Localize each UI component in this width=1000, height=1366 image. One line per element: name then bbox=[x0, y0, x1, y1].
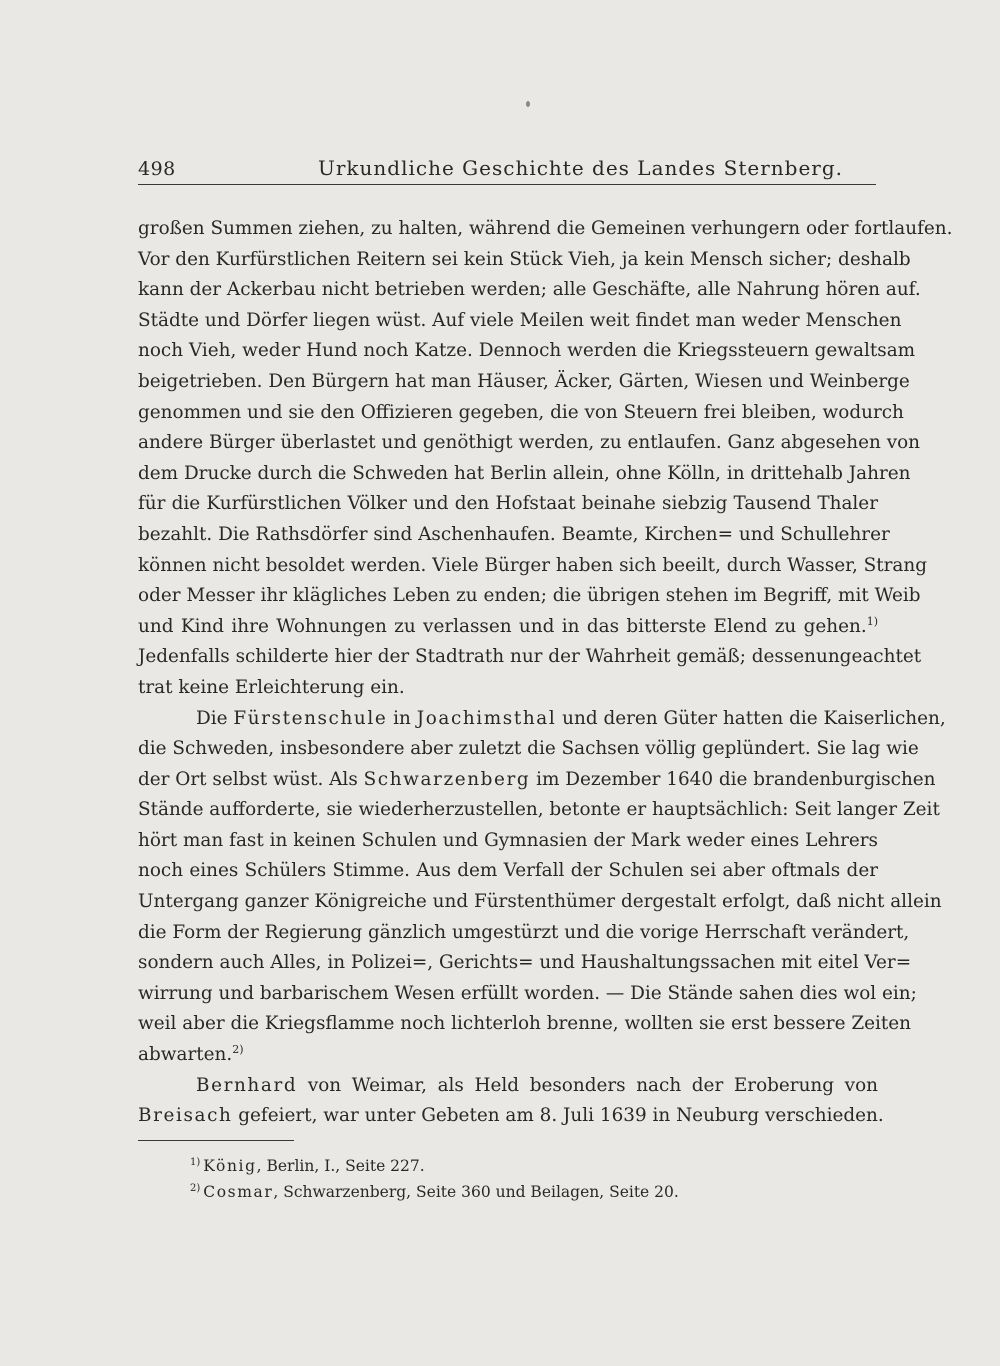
text-line: trat keine Erleichterung ein. bbox=[138, 676, 405, 698]
page-header bbox=[138, 156, 876, 185]
text-segment: abwarten. bbox=[138, 1044, 233, 1066]
text-line-with-note bbox=[138, 1040, 878, 1071]
text-line: genommen und sie den Offizieren gegeben, die von Steuern frei bleiben, wodurch bbox=[138, 401, 904, 423]
text-segment: Die bbox=[196, 707, 234, 729]
text-segment: in bbox=[387, 707, 417, 729]
paragraph-1 bbox=[138, 214, 953, 704]
footnote-marker: 1) bbox=[190, 1157, 201, 1168]
footnote-text: , Schwarzenberg, Seite 360 und Beilagen, Seite 20. bbox=[273, 1183, 679, 1201]
text-line: noch eines Schülers Stimme. Aus dem Verfall der Schulen sei aber oftmals der bbox=[138, 860, 878, 882]
body-text bbox=[138, 214, 953, 1132]
footnote-2 bbox=[190, 1176, 790, 1202]
footnote-text: , Berlin, I., Seite 227. bbox=[256, 1157, 425, 1175]
text-line-with-note bbox=[138, 612, 878, 643]
text-line-with-names bbox=[138, 1071, 878, 1102]
text-line: Vor den Kurfürstlichen Reitern sei kein Stück Vieh, ja kein Mensch sicher; deshalb bbox=[138, 248, 911, 270]
text-line-with-names bbox=[138, 1101, 884, 1132]
footnote-1 bbox=[190, 1150, 790, 1176]
text-line: Stände aufforderte, sie wiederherzustellen, betonte er hauptsächlich: Seit langer Zeit bbox=[138, 799, 940, 821]
page-number: 498 bbox=[138, 158, 176, 180]
running-title: Urkundliche Geschichte des Landes Sternberg. bbox=[318, 156, 844, 180]
footnote-author: Cosmar bbox=[203, 1183, 274, 1201]
text-segment: im Dezember 1640 die brandenburgischen bbox=[530, 768, 936, 790]
text-line: dem Drucke durch die Schweden hat Berlin allein, ohne Kölln, in drittehalb Jahren bbox=[138, 462, 911, 484]
text-segment bbox=[297, 1075, 308, 1096]
footnote-reference: 1) bbox=[866, 614, 878, 628]
text-line: andere Bürger überlastet und genöthigt werden, zu entlaufen. Ganz abgesehen von bbox=[138, 432, 921, 454]
text-line: bezahlt. Die Rathsdörfer sind Aschenhaufen. Beamte, Kirchen= und Schullehrer bbox=[138, 523, 890, 545]
footnotes bbox=[190, 1150, 790, 1202]
text-line: für die Kurfürstlichen Völker und den Hofstaat beinahe siebzig Tausend Thaler bbox=[138, 493, 878, 515]
spaced-name: Joachimsthal bbox=[416, 707, 557, 729]
text-line: wirrung und barbarischem Wesen erfüllt worden. — Die Stände sahen dies wol ein; bbox=[138, 982, 917, 1004]
ink-speck bbox=[526, 101, 530, 107]
text-line: kann der Ackerbau nicht betrieben werden; alle Geschäfte, alle Nahrung hören auf. bbox=[138, 279, 921, 301]
text-line: können nicht besoldet werden. Viele Bürger haben sich beeilt, durch Wasser, Strang bbox=[138, 554, 928, 576]
text-line: die Form der Regierung gänzlich umgestürzt und die vorige Herrschaft verändert, bbox=[138, 921, 910, 943]
text-line: großen Summen ziehen, zu halten, während die Gemeinen verhungern oder fortlaufen. bbox=[138, 218, 953, 239]
footnote-author: König bbox=[203, 1157, 257, 1175]
paragraph-2 bbox=[138, 704, 946, 1071]
footnote-marker: 2) bbox=[190, 1183, 201, 1194]
text-line: Jedenfalls schilderte hier der Stadtrath nur der Wahrheit gemäß; dessenungeachtet bbox=[138, 646, 922, 668]
spaced-name: Schwarzenberg bbox=[363, 768, 531, 790]
text-segment: und deren Güter hatten die Kaiserlichen, bbox=[556, 707, 946, 729]
footnote-reference: 2) bbox=[232, 1043, 244, 1057]
text-line: noch Vieh, weder Hund noch Katze. Dennoch werden die Kriegssteuern gewaltsam bbox=[138, 340, 916, 362]
text-line: Städte und Dörfer liegen wüst. Auf viele Meilen weit findet man weder Menschen bbox=[138, 309, 902, 331]
paragraph-3 bbox=[138, 1071, 884, 1132]
text-line: sondern auch Alles, in Polizei=, Gerichts= und Haushaltungssachen mit eitel Ver= bbox=[138, 952, 912, 974]
text-line: hört man fast in keinen Schulen und Gymnasien der Mark weder eines Lehrers bbox=[138, 829, 878, 851]
spaced-name: Fürstenschule bbox=[233, 707, 388, 729]
text-line-with-names bbox=[138, 765, 936, 796]
footnote-rule bbox=[138, 1140, 294, 1141]
text-line: beigetrieben. Den Bürgern hat man Häuser, Äcker, Gärten, Wiesen und Weinberge bbox=[138, 370, 910, 392]
text-segment: und Kind ihre Wohnungen zu verlassen und in das bitterste Elend zu gehen. bbox=[138, 615, 867, 637]
text-line: oder Messer ihr klägliches Leben zu enden; die übrigen stehen im Begriff, mit Weib bbox=[138, 585, 921, 607]
text-line: Untergang ganzer Königreiche und Fürstenthümer dergestalt erfolgt, daß nicht allein bbox=[138, 891, 942, 913]
text-line-with-names bbox=[138, 704, 946, 735]
text-line: die Schweden, insbesondere aber zuletzt die Sachsen völlig geplündert. Sie lag wie bbox=[138, 738, 919, 760]
spaced-name: Bernhard bbox=[196, 1074, 298, 1096]
spaced-name: Breisach bbox=[138, 1105, 233, 1127]
text-segment: der Ort selbst wüst. Als bbox=[138, 768, 364, 790]
text-line: weil aber die Kriegsflamme noch lichterloh brenne, wollten sie erst bessere Zeiten bbox=[138, 1013, 911, 1035]
text-segment: gefeiert, war unter Gebeten am 8. Juli 1639 in Neuburg verschieden. bbox=[238, 1105, 884, 1127]
text-segment: von Weimar, als Held besonders nach der Eroberung von bbox=[307, 1074, 878, 1096]
